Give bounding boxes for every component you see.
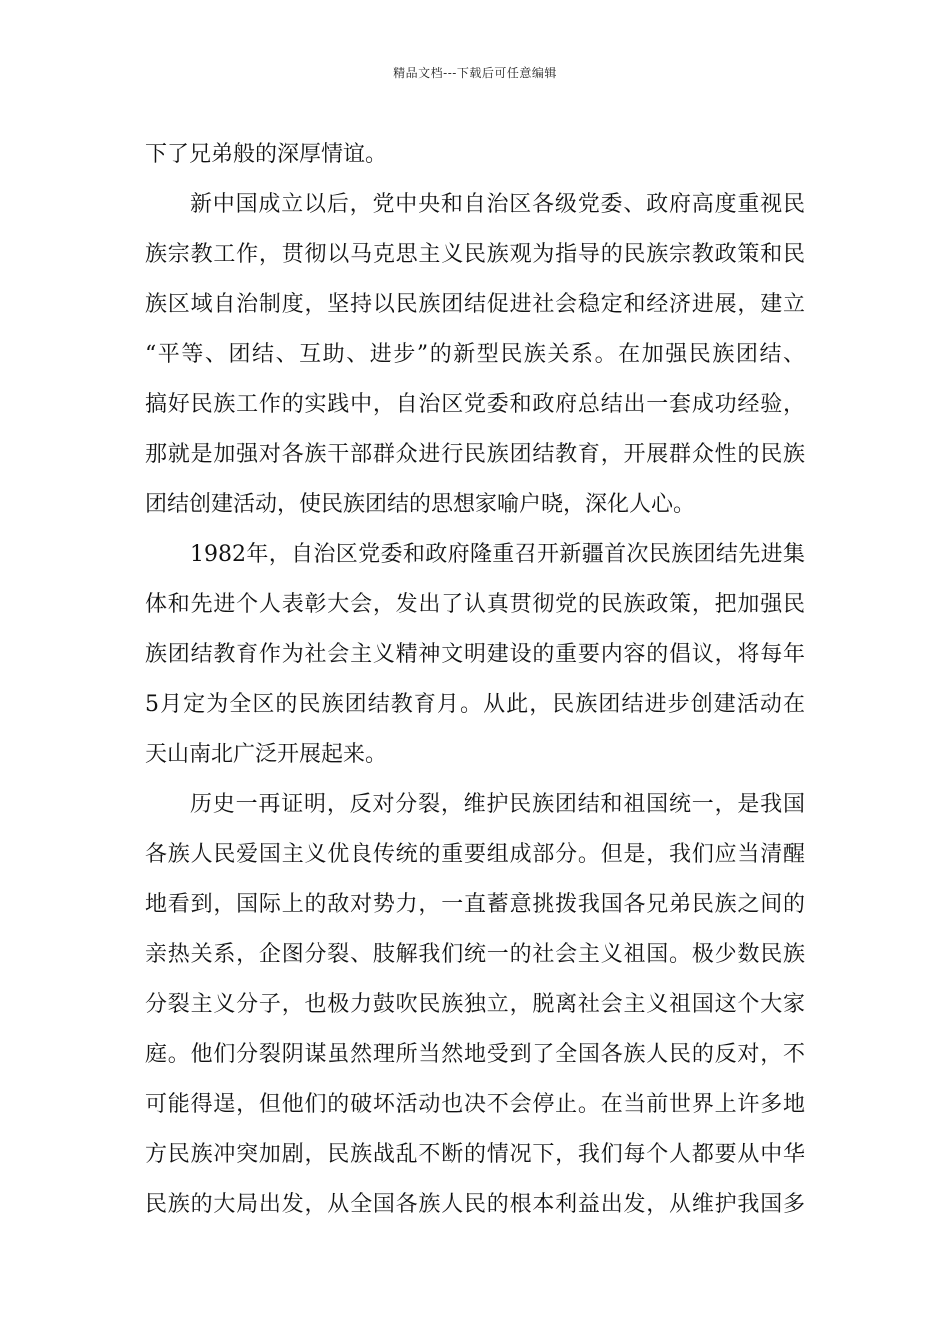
text-line: 那就是加强对各族干部群众进行民族团结教育，开展群众性的民族 bbox=[145, 442, 805, 467]
text-line: 亲热关系，企图分裂、肢解我们统一的社会主义祖国。极少数民族 bbox=[145, 942, 805, 967]
text-line: 地看到，国际上的敌对势力，一直蓄意挑拨我国各兄弟民族之间的 bbox=[145, 892, 805, 917]
document-body bbox=[145, 130, 805, 1230]
text-line: 搞好民族工作的实践中，自治区党委和政府总结出一套成功经验， bbox=[145, 392, 805, 417]
text-line: 下了兄弟般的深厚情谊。 bbox=[145, 142, 388, 167]
paragraph-first-line: 1982年，自治区党委和政府隆重召开新疆首次民族团结先进集 bbox=[190, 542, 805, 567]
text-line: 可能得逞，但他们的破坏活动也决不会停止。在当前世界上许多地 bbox=[145, 1092, 805, 1117]
text-line: 分裂主义分子，也极力鼓吹民族独立，脱离社会主义祖国这个大家 bbox=[145, 992, 805, 1017]
text-line: 族团结教育作为社会主义精神文明建设的重要内容的倡议，将每年 bbox=[145, 642, 805, 667]
text-line: 族区域自治制度，坚持以民族团结促进社会稳定和经济进展，建立 bbox=[145, 292, 805, 317]
paragraph-first-line: 历史一再证明，反对分裂，维护民族团结和祖国统一，是我国 bbox=[190, 792, 805, 817]
text-line: “平等、团结、互助、进步”的新型民族关系。在加强民族团结、 bbox=[145, 342, 805, 367]
text-line: 方民族冲突加剧，民族战乱不断的情况下，我们每个人都要从中华 bbox=[145, 1142, 805, 1167]
paragraph-first-line: 新中国成立以后，党中央和自治区各级党委、政府高度重视民 bbox=[190, 192, 805, 217]
text-line: 族宗教工作，贯彻以马克思主义民族观为指导的民族宗教政策和民 bbox=[145, 242, 805, 267]
text-line: 天山南北广泛开展起来。 bbox=[145, 742, 388, 767]
page-header: 精品文档---下载后可任意编辑 bbox=[393, 66, 557, 80]
text-line: 5月定为全区的民族团结教育月。从此，民族团结进步创建活动在 bbox=[145, 692, 805, 717]
text-line: 庭。他们分裂阴谋虽然理所当然地受到了全国各族人民的反对，不 bbox=[145, 1042, 805, 1067]
text-line: 各族人民爱国主义优良传统的重要组成部分。但是，我们应当清醒 bbox=[145, 842, 805, 867]
text-line: 民族的大局出发，从全国各族人民的根本利益出发，从维护我国多 bbox=[145, 1192, 805, 1217]
text-line: 体和先进个人表彰大会，发出了认真贯彻党的民族政策，把加强民 bbox=[145, 592, 805, 617]
text-line: 团结创建活动，使民族团结的思想家喻户晓，深化人心。 bbox=[145, 492, 696, 517]
